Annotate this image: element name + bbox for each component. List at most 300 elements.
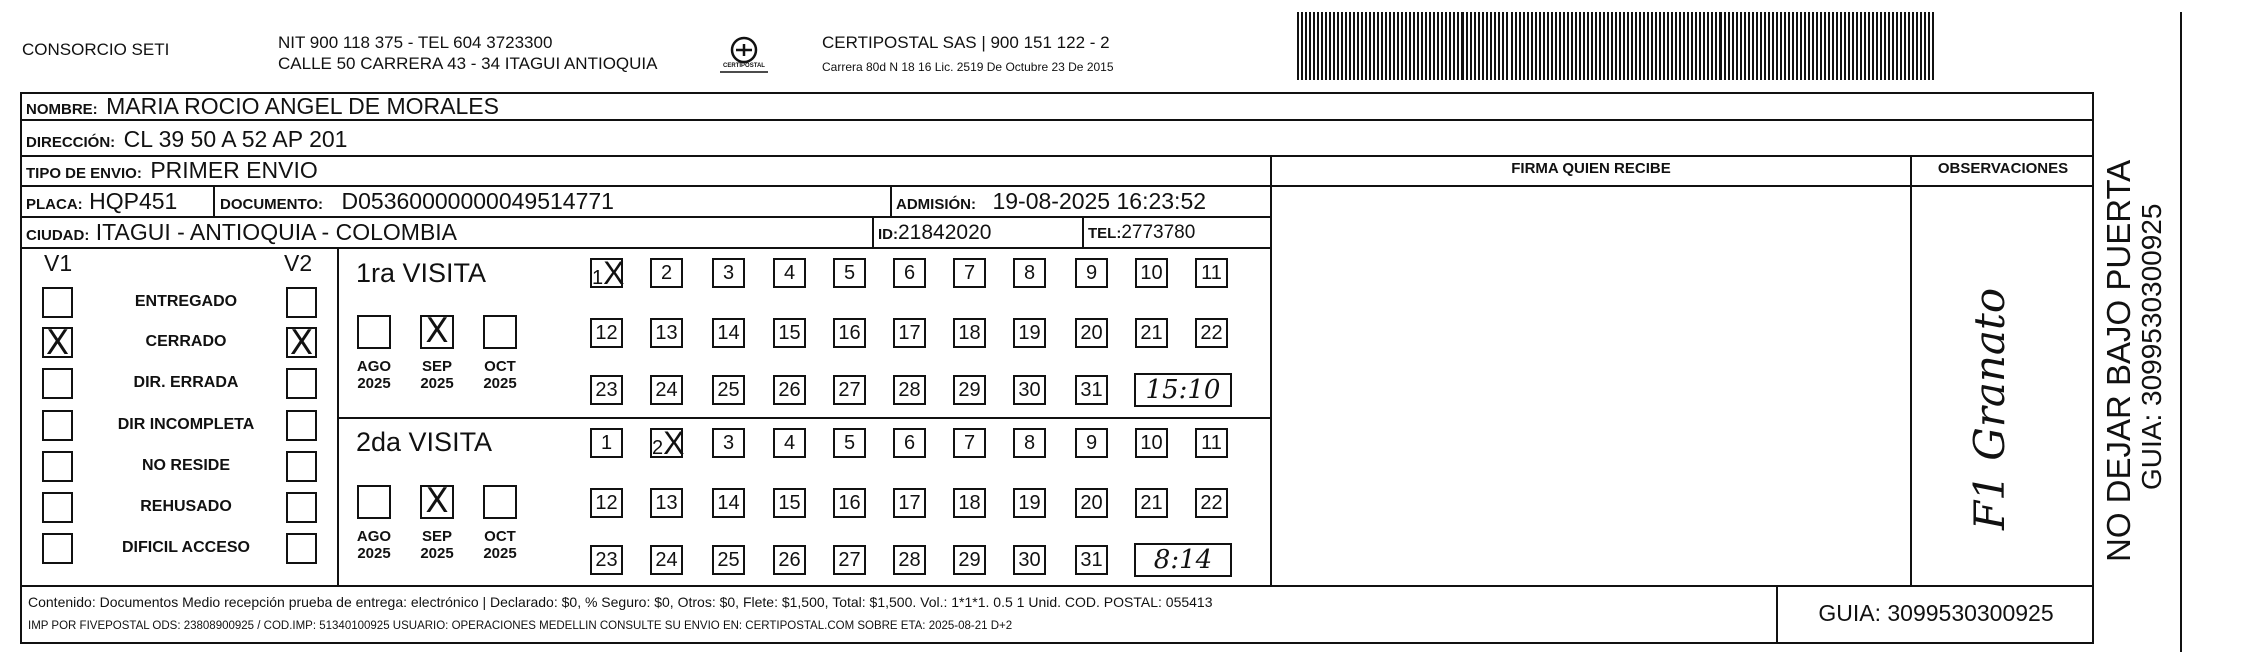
barcode-bar bbox=[1627, 12, 1629, 80]
barcode-bar bbox=[1401, 12, 1403, 80]
v1-checkbox[interactable] bbox=[42, 533, 73, 564]
barcode-bar bbox=[1305, 12, 1307, 80]
month-label bbox=[349, 528, 399, 562]
v2-checkbox[interactable] bbox=[286, 492, 317, 523]
barcode-bar bbox=[1543, 12, 1545, 80]
barcode-bar bbox=[1474, 12, 1476, 80]
day-box[interactable] bbox=[893, 488, 926, 518]
barcode-bar bbox=[1365, 12, 1367, 80]
barcode-bar bbox=[1559, 12, 1561, 80]
carrier-line: CERTIPOSTAL SAS | 900 151 122 - 2 bbox=[822, 33, 1110, 52]
day-box[interactable] bbox=[1013, 258, 1046, 288]
barcode-bar bbox=[1539, 12, 1541, 80]
barcode-bar bbox=[1437, 12, 1439, 80]
v2-header: V2 bbox=[284, 250, 313, 276]
tel-cell bbox=[1088, 218, 1195, 247]
v2-checkbox[interactable] bbox=[286, 368, 317, 399]
barcode-bar bbox=[1639, 12, 1641, 80]
barcode-bar bbox=[1345, 12, 1347, 80]
barcode-bar bbox=[1752, 12, 1754, 80]
day-box[interactable] bbox=[712, 488, 745, 518]
day-number: 11 bbox=[1201, 432, 1222, 454]
status-label: REHUSADO bbox=[140, 498, 232, 515]
day-box[interactable] bbox=[590, 488, 623, 518]
day-number: 28 bbox=[898, 379, 921, 401]
barcode-bar bbox=[1321, 12, 1323, 80]
day-box[interactable] bbox=[773, 318, 806, 348]
direccion-value: CL 39 50 A 52 AP 201 bbox=[123, 126, 348, 152]
barcode-bar bbox=[1900, 12, 1902, 80]
day-number: 8 bbox=[1023, 262, 1036, 284]
barcode-bar bbox=[1896, 12, 1898, 80]
day-box[interactable] bbox=[773, 258, 806, 288]
barcode-bar bbox=[1551, 12, 1553, 80]
day-box[interactable] bbox=[712, 375, 745, 405]
day-box[interactable] bbox=[833, 258, 866, 288]
barcode-bar bbox=[1788, 12, 1790, 80]
tipo-row bbox=[26, 156, 318, 185]
day-box[interactable] bbox=[893, 375, 926, 405]
barcode-bar bbox=[1413, 12, 1415, 80]
placa-cell bbox=[26, 187, 177, 216]
barcode-bar bbox=[1563, 12, 1565, 80]
barcode-bar bbox=[1421, 12, 1423, 80]
day-number: 27 bbox=[838, 379, 861, 401]
barcode-bar bbox=[1309, 12, 1311, 80]
barcode-bar bbox=[1852, 12, 1854, 80]
day-number: 23 bbox=[595, 379, 618, 401]
day-box[interactable] bbox=[712, 545, 745, 575]
footer-contenido: Contenido: Documentos Medio recepción prueba de entrega: electrónico | Declarado: $0, % Seguro: $0, Otros: $0, Flete: $1,500, Total: $1,500. Vol.: 1*1*1. 0.5 1 Unid. COD. POSTAL: 055413 bbox=[28, 594, 1213, 610]
barcode-bar bbox=[1728, 12, 1730, 80]
day-box[interactable] bbox=[953, 428, 986, 458]
barcode-bar bbox=[1623, 12, 1625, 80]
v1-checkbox[interactable] bbox=[42, 492, 73, 523]
barcode-bar bbox=[1393, 12, 1395, 80]
day-box[interactable] bbox=[590, 375, 623, 405]
barcode-bar bbox=[1482, 12, 1484, 80]
barcode-bar bbox=[1449, 12, 1451, 80]
day-box[interactable] bbox=[773, 545, 806, 575]
day-box[interactable] bbox=[650, 318, 683, 348]
status-label: DIR INCOMPLETA bbox=[117, 416, 255, 433]
day-box[interactable] bbox=[953, 545, 986, 575]
barcode-bar bbox=[1567, 12, 1569, 80]
barcode-bar bbox=[1611, 12, 1613, 80]
day-mark: X bbox=[663, 425, 685, 461]
status-label: DIR. ERRADA bbox=[133, 374, 239, 391]
barcode-bar bbox=[1425, 12, 1427, 80]
day-box[interactable] bbox=[1013, 428, 1046, 458]
day-number: 19 bbox=[1018, 492, 1041, 514]
month-year: 2025 bbox=[483, 375, 517, 392]
barcode-bar bbox=[1724, 12, 1726, 80]
day-box[interactable] bbox=[1075, 428, 1108, 458]
admision-cell bbox=[896, 187, 1206, 216]
day-number: 31 bbox=[1080, 379, 1103, 401]
day-box[interactable] bbox=[1075, 258, 1108, 288]
tipo-value: PRIMER ENVIO bbox=[150, 157, 318, 183]
day-number: 14 bbox=[717, 492, 740, 514]
barcode-bar bbox=[1804, 12, 1806, 80]
status-label: ENTREGADO bbox=[134, 293, 238, 310]
barcode-bar bbox=[1619, 12, 1621, 80]
day-number: 26 bbox=[778, 379, 801, 401]
day-number: 2 bbox=[660, 262, 673, 284]
barcode-bar bbox=[1667, 12, 1669, 80]
day-box[interactable] bbox=[893, 318, 926, 348]
nombre-value: MARIA ROCIO ANGEL DE MORALES bbox=[106, 93, 499, 119]
barcode-bar bbox=[1768, 12, 1770, 80]
barcode-bar bbox=[1417, 12, 1419, 80]
barcode-bar bbox=[1880, 12, 1882, 80]
barcode-bar bbox=[1373, 12, 1375, 80]
v2-checkbox[interactable] bbox=[286, 533, 317, 564]
day-number: 25 bbox=[717, 549, 740, 571]
barcode-bar bbox=[1711, 12, 1713, 80]
barcode-bar bbox=[1732, 12, 1734, 80]
month-name: SEP bbox=[421, 358, 452, 375]
day-box[interactable] bbox=[650, 488, 683, 518]
day-box[interactable] bbox=[1195, 318, 1228, 348]
barcode-bar bbox=[1924, 12, 1926, 80]
v1-checkbox[interactable] bbox=[42, 287, 73, 318]
direccion-label: DIRECCIÓN: bbox=[26, 134, 116, 151]
barcode-bar bbox=[1932, 12, 1934, 80]
day-number: 22 bbox=[1200, 322, 1223, 344]
day-number: 30 bbox=[1018, 549, 1041, 571]
month-checkbox[interactable] bbox=[420, 481, 454, 521]
month-name: OCT bbox=[484, 528, 516, 545]
barcode-bar bbox=[1486, 12, 1488, 80]
day-box[interactable] bbox=[1075, 545, 1108, 575]
barcode-bar bbox=[1928, 12, 1930, 80]
day-number: 13 bbox=[655, 322, 678, 344]
month-label bbox=[412, 528, 462, 562]
day-box[interactable] bbox=[1135, 428, 1168, 458]
month-checkbox[interactable] bbox=[357, 315, 391, 349]
barcode-bar bbox=[1478, 12, 1480, 80]
nombre-label: NOMBRE: bbox=[26, 101, 98, 118]
v1-checkbox[interactable] bbox=[42, 368, 73, 399]
barcode-bar bbox=[1904, 12, 1906, 80]
day-box[interactable] bbox=[953, 375, 986, 405]
barcode-bar bbox=[1836, 12, 1838, 80]
day-box[interactable] bbox=[650, 375, 683, 405]
day-box[interactable] bbox=[712, 428, 745, 458]
side-guia: GUIA: 3099530300925 bbox=[2136, 203, 2167, 490]
day-box[interactable] bbox=[590, 545, 623, 575]
barcode-bar bbox=[1337, 12, 1339, 80]
day-box[interactable] bbox=[590, 318, 623, 348]
barcode-bar bbox=[1535, 12, 1537, 80]
day-box[interactable] bbox=[1075, 488, 1108, 518]
barcode-bar bbox=[1912, 12, 1914, 80]
placa-label: PLACA: bbox=[26, 196, 83, 213]
month-checkbox[interactable] bbox=[420, 311, 454, 351]
day-box[interactable] bbox=[590, 255, 625, 291]
barcode-bar bbox=[1453, 12, 1455, 80]
day-number: 1 bbox=[600, 432, 613, 454]
barcode-bar bbox=[1527, 12, 1529, 80]
day-box[interactable] bbox=[712, 258, 745, 288]
barcode-bar bbox=[1816, 12, 1818, 80]
barcode-bar bbox=[1856, 12, 1858, 80]
barcode-bar bbox=[1848, 12, 1850, 80]
day-box[interactable] bbox=[1135, 488, 1168, 518]
month-label bbox=[475, 358, 525, 392]
barcode-bar bbox=[1888, 12, 1890, 80]
month-year: 2025 bbox=[483, 545, 517, 562]
barcode-bar bbox=[1876, 12, 1878, 80]
barcode-bar bbox=[1490, 12, 1492, 80]
barcode-bar bbox=[1349, 12, 1351, 80]
barcode-bar bbox=[1595, 12, 1597, 80]
barcode-bar bbox=[1772, 12, 1774, 80]
day-number: 15 bbox=[778, 322, 801, 344]
day-box[interactable] bbox=[712, 318, 745, 348]
barcode-bar bbox=[1631, 12, 1633, 80]
day-number: 17 bbox=[898, 322, 921, 344]
side-warning: NO DEJAR BAJO PUERTA bbox=[2100, 159, 2137, 562]
barcode-bar bbox=[1776, 12, 1778, 80]
barcode-bar bbox=[1695, 12, 1697, 80]
day-box[interactable] bbox=[953, 318, 986, 348]
barcode-bar bbox=[1920, 12, 1922, 80]
barcode-bar bbox=[1740, 12, 1742, 80]
barcode-bar bbox=[1864, 12, 1866, 80]
day-number: 23 bbox=[595, 549, 618, 571]
footer-guia: GUIA: 3099530300925 bbox=[1818, 600, 2054, 626]
day-box[interactable] bbox=[773, 428, 806, 458]
barcode-bar bbox=[1441, 12, 1443, 80]
day-box[interactable] bbox=[833, 318, 866, 348]
id-label: ID: bbox=[878, 226, 898, 243]
barcode-bar bbox=[1341, 12, 1343, 80]
barcode-bar bbox=[1313, 12, 1315, 80]
firma-header: FIRMA QUIEN RECIBE bbox=[1511, 160, 1671, 177]
day-box[interactable] bbox=[1013, 318, 1046, 348]
barcode-bar bbox=[1297, 12, 1299, 80]
day-box[interactable] bbox=[650, 258, 683, 288]
month-year: 2025 bbox=[357, 375, 391, 392]
day-number: 2 bbox=[652, 437, 664, 459]
ciudad-label: CIUDAD: bbox=[26, 227, 90, 244]
month-year: 2025 bbox=[420, 375, 454, 392]
visit-1-title: 1ra VISITA bbox=[356, 258, 487, 288]
tel-value: 2773780 bbox=[1121, 222, 1196, 243]
barcode-bar bbox=[1647, 12, 1649, 80]
day-number: 10 bbox=[1140, 432, 1163, 454]
day-box[interactable] bbox=[833, 375, 866, 405]
day-number: 14 bbox=[717, 322, 740, 344]
barcode-bar bbox=[1583, 12, 1585, 80]
barcode-bar bbox=[1531, 12, 1533, 80]
day-box[interactable] bbox=[773, 375, 806, 405]
barcode-bar bbox=[1868, 12, 1870, 80]
v2-mark: X bbox=[289, 323, 314, 363]
v2-checkbox[interactable] bbox=[286, 287, 317, 318]
barcode-bar bbox=[1405, 12, 1407, 80]
barcode-bar bbox=[1547, 12, 1549, 80]
barcode-bar bbox=[1615, 12, 1617, 80]
certipostal-logo bbox=[716, 34, 772, 80]
barcode-bar bbox=[1780, 12, 1782, 80]
barcode-bar bbox=[1663, 12, 1665, 80]
barcode-bar bbox=[1377, 12, 1379, 80]
barcode-bar bbox=[1659, 12, 1661, 80]
barcode bbox=[1297, 12, 1937, 80]
day-number: 6 bbox=[903, 262, 916, 284]
day-number: 24 bbox=[655, 549, 678, 571]
day-box[interactable] bbox=[1013, 545, 1046, 575]
day-number: 29 bbox=[958, 379, 981, 401]
documento-cell bbox=[220, 187, 614, 216]
day-box[interactable] bbox=[1195, 488, 1228, 518]
admision-label: ADMISIÓN: bbox=[896, 196, 976, 213]
status-label: NO RESIDE bbox=[141, 457, 230, 474]
signature bbox=[1945, 287, 2085, 560]
day-number: 21 bbox=[1140, 322, 1163, 344]
v1-checkbox[interactable] bbox=[42, 323, 73, 363]
month-year: 2025 bbox=[420, 545, 454, 562]
day-number: 1 bbox=[592, 267, 604, 289]
v2-checkbox[interactable] bbox=[286, 323, 317, 363]
barcode-bar bbox=[1679, 12, 1681, 80]
barcode-bar bbox=[1812, 12, 1814, 80]
barcode-bar bbox=[1916, 12, 1918, 80]
day-number: 16 bbox=[838, 492, 861, 514]
day-box[interactable] bbox=[893, 428, 926, 458]
v1-checkbox[interactable] bbox=[42, 410, 73, 441]
footer-imp: IMP POR FIVEPOSTAL ODS: 23808900925 / COD.IMP: 51340100925 USUARIO: OPERACIONES MEDELLIN CONSULTE SU ENVIO EN: CERTIPOSTAL.COM SOBRE ETA: 2025-08-21 D+2 bbox=[28, 620, 1013, 632]
day-box[interactable] bbox=[1135, 318, 1168, 348]
barcode-bar bbox=[1470, 12, 1472, 80]
month-checkbox[interactable] bbox=[483, 315, 517, 349]
month-name: AGO bbox=[356, 528, 392, 545]
day-box[interactable] bbox=[833, 545, 866, 575]
barcode-bar bbox=[1389, 12, 1391, 80]
visit-2-title: 2da VISITA bbox=[356, 427, 493, 457]
barcode-bar bbox=[1872, 12, 1874, 80]
barcode-bar bbox=[1498, 12, 1500, 80]
month-year: 2025 bbox=[357, 545, 391, 562]
nit-line: NIT 900 118 375 - TEL 604 3723300 bbox=[278, 33, 553, 52]
month-name: SEP bbox=[421, 528, 452, 545]
day-box[interactable] bbox=[1075, 318, 1108, 348]
v2-checkbox[interactable] bbox=[286, 410, 317, 441]
day-number: 18 bbox=[958, 322, 981, 344]
barcode-bar bbox=[1329, 12, 1331, 80]
ciudad-cell bbox=[26, 218, 457, 247]
barcode-bar bbox=[1756, 12, 1758, 80]
month-checkbox[interactable] bbox=[357, 485, 391, 519]
barcode-bar bbox=[1519, 12, 1521, 80]
v2-checkbox[interactable] bbox=[286, 451, 317, 482]
visit-time[interactable]: 15:10 bbox=[1134, 373, 1232, 407]
month-checkbox[interactable] bbox=[483, 485, 517, 519]
day-number: 5 bbox=[843, 262, 856, 284]
barcode-bar bbox=[1445, 12, 1447, 80]
barcode-bar bbox=[1748, 12, 1750, 80]
day-box[interactable] bbox=[650, 545, 683, 575]
barcode-bar bbox=[1840, 12, 1842, 80]
barcode-bar bbox=[1599, 12, 1601, 80]
day-number: 20 bbox=[1080, 492, 1103, 514]
day-box[interactable] bbox=[1075, 375, 1108, 405]
barcode-bar bbox=[1764, 12, 1766, 80]
day-number: 25 bbox=[717, 379, 740, 401]
day-box[interactable] bbox=[1013, 488, 1046, 518]
day-box[interactable] bbox=[1135, 258, 1168, 288]
day-box[interactable] bbox=[590, 428, 623, 458]
barcode-bar bbox=[1587, 12, 1589, 80]
tel-label: TEL: bbox=[1088, 225, 1122, 242]
barcode-bar bbox=[1800, 12, 1802, 80]
month-mark: X bbox=[425, 481, 449, 521]
tipo-label: TIPO DE ENVIO: bbox=[26, 165, 142, 182]
day-number: 7 bbox=[963, 432, 976, 454]
day-number: 15 bbox=[778, 492, 801, 514]
day-box[interactable] bbox=[1195, 428, 1228, 458]
day-number: 3 bbox=[722, 262, 735, 284]
day-box[interactable] bbox=[893, 545, 926, 575]
id-value: 21842020 bbox=[898, 221, 992, 244]
day-mark: X bbox=[603, 255, 625, 291]
barcode-bar bbox=[1353, 12, 1355, 80]
barcode-bar bbox=[1466, 12, 1468, 80]
barcode-bar bbox=[1317, 12, 1319, 80]
barcode-bar bbox=[1683, 12, 1685, 80]
day-number: 9 bbox=[1085, 262, 1098, 284]
barcode-bar bbox=[1784, 12, 1786, 80]
v1-checkbox[interactable] bbox=[42, 451, 73, 482]
day-box[interactable] bbox=[650, 425, 685, 461]
day-box[interactable] bbox=[953, 488, 986, 518]
barcode-bar bbox=[1884, 12, 1886, 80]
day-number: 22 bbox=[1200, 492, 1223, 514]
day-box[interactable] bbox=[833, 428, 866, 458]
barcode-bar bbox=[1651, 12, 1653, 80]
barcode-bar bbox=[1603, 12, 1605, 80]
day-number: 27 bbox=[838, 549, 861, 571]
barcode-bar bbox=[1502, 12, 1504, 80]
barcode-bar bbox=[1719, 12, 1722, 80]
barcode-bar bbox=[1892, 12, 1894, 80]
visit-time[interactable]: 8:14 bbox=[1134, 543, 1232, 577]
address-line: CALLE 50 CARRERA 43 - 34 ITAGUI ANTIOQUIA bbox=[278, 54, 658, 73]
day-number: 20 bbox=[1080, 322, 1103, 344]
day-number: 10 bbox=[1140, 262, 1163, 284]
day-box[interactable] bbox=[833, 488, 866, 518]
barcode-bar bbox=[1744, 12, 1746, 80]
barcode-bar bbox=[1707, 12, 1709, 80]
barcode-bar bbox=[1635, 12, 1637, 80]
day-box[interactable] bbox=[1195, 258, 1228, 288]
day-box[interactable] bbox=[773, 488, 806, 518]
day-box[interactable] bbox=[1013, 375, 1046, 405]
month-name: AGO bbox=[356, 358, 392, 375]
barcode-bar bbox=[1461, 12, 1464, 80]
day-number: 26 bbox=[778, 549, 801, 571]
month-label bbox=[412, 358, 462, 392]
day-number: 12 bbox=[595, 492, 618, 514]
license-line: Carrera 80d N 18 16 Lic. 2519 De Octubre 23 De 2015 bbox=[822, 60, 1114, 74]
documento-value: D05360000000049514771 bbox=[341, 188, 614, 214]
day-number: 7 bbox=[963, 262, 976, 284]
day-box[interactable] bbox=[893, 258, 926, 288]
day-box[interactable] bbox=[953, 258, 986, 288]
